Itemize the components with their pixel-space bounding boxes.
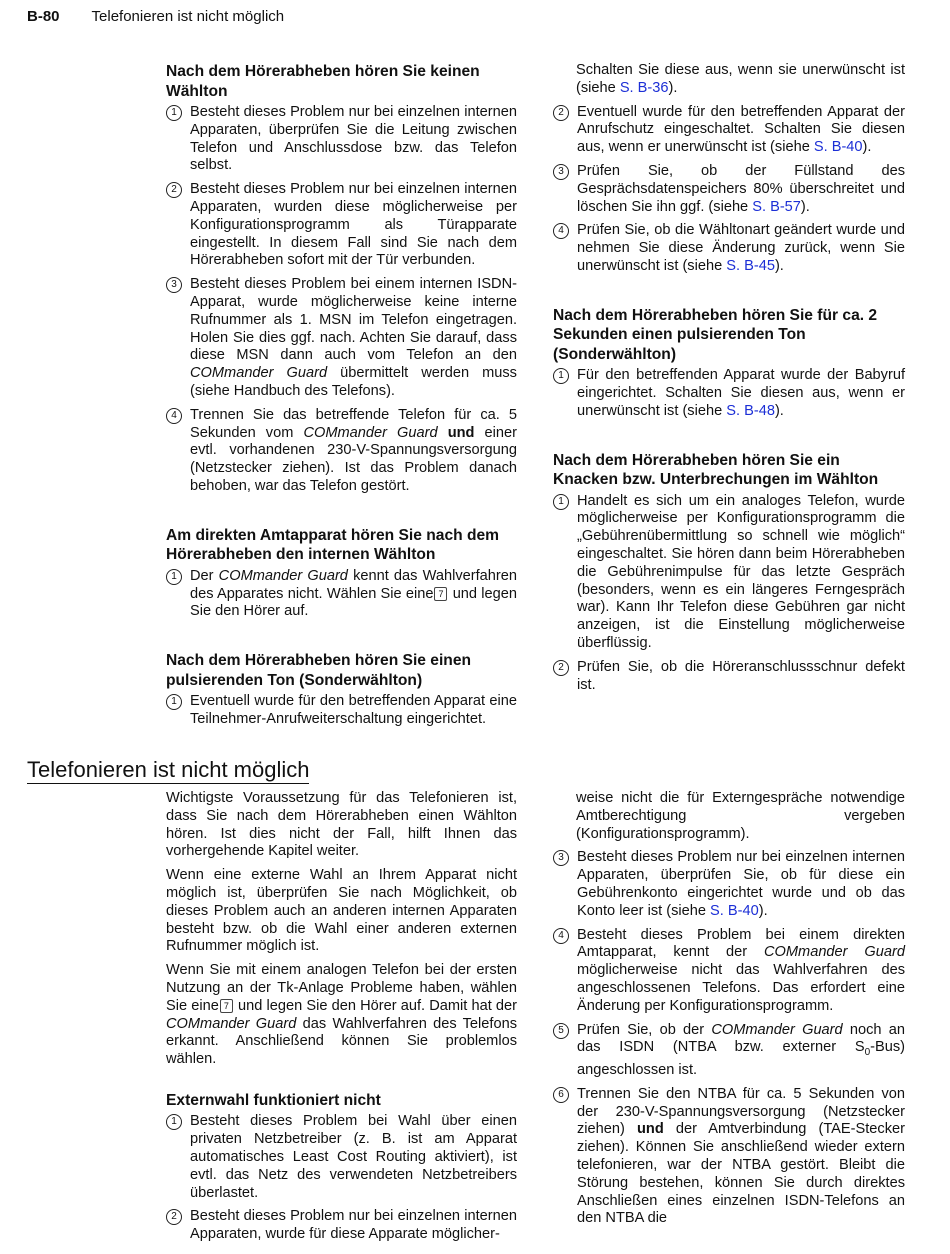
item-text: Trennen Sie den NTBA für ca. 5 Sekunden von der 230-V-Spannungsversorgung (Netzstecker ziehen) und der Amtverbindung (TAE-Stecker ziehen). Können Sie anschließend wieder extern telefonieren, war der NTBA gestört. Bleibt die Störung bestehen, können Sie durch direktes Anschließen eines einzelnen ISDN-Telefons an den NTBA die bbox=[577, 1085, 905, 1227]
list-item bbox=[166, 104, 517, 175]
lower-left-column bbox=[166, 790, 517, 1250]
list-item bbox=[553, 1086, 905, 1228]
item-text: Besteht dieses Problem nur bei einzelnen internen Apparaten, überprüfen Sie, ob für diese ein Gebührenkonto eingerichtet wurde und ob das Konto leer ist (siehe S. B-40). bbox=[577, 849, 905, 919]
step-number-badge: 5 bbox=[553, 1023, 569, 1039]
step-number-badge: 4 bbox=[553, 223, 569, 239]
step-number-badge: 3 bbox=[553, 850, 569, 866]
list-item bbox=[553, 104, 905, 157]
list-item bbox=[166, 407, 517, 496]
running-title: Telefonieren ist nicht möglich bbox=[91, 8, 285, 25]
step-number-badge: 2 bbox=[166, 182, 182, 198]
lower-right-column bbox=[553, 790, 905, 1234]
step-number-badge: 2 bbox=[553, 660, 569, 676]
list-item bbox=[553, 849, 905, 920]
step-number-badge: 2 bbox=[166, 1209, 182, 1225]
list-item bbox=[553, 163, 905, 216]
brand-name: COMmander Guard bbox=[166, 1015, 297, 1032]
page-link[interactable]: S. B-40 bbox=[813, 139, 863, 156]
heading-internal-dial-tone: Am direkten Amtapparat hören Sie nach dem Hörerabheben den internen Wählton bbox=[166, 526, 500, 564]
step-number-badge: 2 bbox=[553, 105, 569, 121]
item-text: Handelt es sich um ein analoges Telefon, wurde möglicherweise per Konfigurationsprogramm die „Gebührenübermittlung so schnell wie möglich“ eingeschaltet. Sie hören dann beim Hörerabheben die Gebührenimpulse für das letzte Gespräch (besonders, wenn es ein längeres Ferngespräch war). Kann Ihr Telefon diese Gebühren gar nicht anzeigen, ist die Einstellung möglicherweise überflüssig. bbox=[577, 492, 905, 652]
brand-name: COMmander Guard bbox=[190, 365, 328, 382]
list-item bbox=[166, 1113, 517, 1202]
page-header bbox=[27, 8, 284, 25]
page-number: B-80 bbox=[27, 8, 60, 25]
list-item bbox=[166, 1208, 517, 1244]
item-text: Besteht dieses Problem nur bei einzelnen internen Apparaten, wurden diese möglicherweise per Konfigurationsprogramm als Türapparate eingestellt. In diesem Fall sind Sie nach dem Hörerabheben sofort mit der Tür verbunden. bbox=[190, 181, 517, 269]
list-item bbox=[553, 659, 905, 695]
step-number-badge: 1 bbox=[166, 569, 182, 585]
section-title: Telefonieren ist nicht möglich bbox=[27, 757, 310, 782]
item-text: Der COMmander Guard kennt das Wahlverfahren des Apparates nicht. Wählen Sie eine 7 und legen Sie den Hörer auf. bbox=[190, 567, 517, 620]
step-number-badge: 1 bbox=[166, 105, 182, 121]
list-item bbox=[553, 1022, 905, 1080]
page-link[interactable]: S. B-36 bbox=[619, 79, 669, 96]
item-text: Prüfen Sie, ob der Füllstand des Gesprächsdatenspeichers 80% überschreitet und löschen Sie ihn ggf. (siehe S. B-57). bbox=[577, 162, 905, 215]
list-item bbox=[553, 927, 905, 1016]
step-number-badge: 6 bbox=[553, 1087, 569, 1103]
upper-right-column bbox=[553, 62, 905, 700]
heading-pulsing-2s: Nach dem Hörerabheben hören Sie für ca. 2 Sekunden einen pulsierenden Ton (Sonderwählton) bbox=[553, 306, 878, 363]
step-number-badge: 4 bbox=[166, 408, 182, 424]
item-text: Besteht dieses Problem nur bei einzelnen internen Apparaten, wurde für diese Apparate möglicher- bbox=[190, 1208, 517, 1243]
heading-no-dial-tone: Nach dem Hörerabheben hören Sie keinen Wählton bbox=[166, 63, 480, 100]
list-item bbox=[553, 222, 905, 275]
paragraph: Wichtigste Voraussetzung für das Telefonieren ist, dass Sie nach dem Hörerabheben einen Wählton hören. Ist dies nicht der Fall, hilft Ihnen das vorhergehende Kapitel weiter. bbox=[166, 790, 517, 860]
brand-name: COMmander Guard bbox=[764, 944, 905, 961]
page-link[interactable]: S. B-45 bbox=[726, 257, 775, 274]
continued-text: Schalten Sie diese aus, wenn sie unerwünscht ist (siehe S. B-36). bbox=[576, 62, 905, 96]
step-number-badge: 3 bbox=[166, 277, 182, 293]
list-item bbox=[166, 693, 517, 729]
step-number-badge: 1 bbox=[166, 1114, 182, 1130]
item-text: Trennen Sie das betreffende Telefon für ca. 5 Sekunden vom COMmander Guard und einer evtl. vorhandenen 230-V-Spannungsversorgung (Netzstecker ziehen). Ist das Problem danach behoben, war das Telefon gestört. bbox=[190, 406, 517, 494]
list-item bbox=[166, 276, 517, 401]
page-link[interactable]: S. B-57 bbox=[752, 198, 801, 215]
brand-name: COMmander Guard bbox=[218, 567, 348, 584]
item-text: Besteht dieses Problem bei Wahl über einen privaten Netzbetreiber (z. B. ist am Apparat automatisches Least Cost Routing aktiviert), ist evtl. das Netz des verwendeten Netzbetreibers überlastet. bbox=[190, 1113, 517, 1201]
key-7-icon: 7 bbox=[220, 999, 233, 1013]
item-text: Eventuell wurde für den betreffenden Apparat der Anrufschutz eingeschaltet. Schalten Sie diesen aus, wenn er unerwünscht ist (siehe S. B-40). bbox=[577, 103, 905, 156]
brand-name: COMmander Guard bbox=[711, 1021, 843, 1038]
step-number-badge: 1 bbox=[553, 368, 569, 384]
key-7-icon: 7 bbox=[434, 587, 447, 601]
paragraph: Wenn Sie mit einem analogen Telefon bei der ersten Nutzung an der Tk-Anlage Probleme haben, wählen Sie eine 7 und legen Sie den Hörer auf. Damit hat der COMmander Guard das Wahlverfahren des Telefons erkannt. Anschließend können Sie problemlos wählen. bbox=[166, 962, 517, 1068]
item-text: Prüfen Sie, ob der COMmander Guard noch an das ISDN (NTBA bzw. externer $S_0-Bus$) angeschlossen ist. bbox=[577, 1021, 905, 1079]
page-link[interactable]: S. B-48 bbox=[726, 402, 775, 419]
heading-special-dial-tone: Nach dem Hörerabheben hören Sie einen pulsierenden Ton (Sonderwählton) bbox=[166, 652, 472, 689]
item-text: Besteht dieses Problem bei einem internen ISDN-Apparat, wurde möglicherweise keine interne Rufnummer als 1. MSN im Telefon eingetragen. Holen Sie dies ggf. nach. Achten Sie darauf, dass diese MSN dann auch vom Telefon an den COMmander Guard übermittelt werden muss (siehe Handbuch des Telefons). bbox=[190, 276, 517, 399]
item-text: Eventuell wurde für den betreffenden Apparat eine Teilnehmer-Anrufweiterschaltung eingerichtet. bbox=[190, 693, 517, 727]
item-text: Besteht dieses Problem nur bei einzelnen internen Apparaten, überprüfen Sie die Leitung zwischen Telefon und Anschlussdose bzw. das Telefon selbst. bbox=[190, 104, 517, 174]
list-item bbox=[166, 568, 517, 621]
page-link[interactable]: S. B-40 bbox=[710, 902, 759, 919]
list-item bbox=[166, 181, 517, 270]
step-number-badge: 4 bbox=[553, 928, 569, 944]
item-text: Prüfen Sie, ob die Höreranschlussschnur defekt ist. bbox=[577, 658, 905, 693]
continued-text: weise nicht die für Externgespräche notwendige Amtberechtigung vergeben (Konfigurationsprogramm). bbox=[576, 790, 905, 842]
step-number-badge: 1 bbox=[166, 694, 182, 710]
paragraph: Wenn eine externe Wahl an Ihrem Apparat nicht möglich ist, überprüfen Sie nach Möglichkeit, ob dieses Problem auch an anderen internen Apparaten besteht bzw. ob die Wahl einer anderen externen Rufnummer möglich ist. bbox=[166, 867, 517, 955]
list-item bbox=[553, 493, 905, 653]
heading-external-dial: Externwahl funktioniert nicht bbox=[166, 1091, 381, 1109]
upper-left-column bbox=[166, 62, 517, 735]
heading-crackling: Nach dem Hörerabheben hören Sie ein Knacken bzw. Unterbrechungen im Wählton bbox=[553, 451, 879, 489]
brand-name: COMmander Guard bbox=[303, 424, 438, 441]
list-item bbox=[553, 367, 905, 420]
item-text: Für den betreffenden Apparat wurde der Babyruf eingerichtet. Schalten Sie diesen aus, wenn er unerwünscht ist (siehe S. B-48). bbox=[577, 367, 905, 419]
step-number-badge: 1 bbox=[553, 494, 569, 510]
step-number-badge: 3 bbox=[553, 164, 569, 180]
item-text: Prüfen Sie, ob die Wähltonart geändert wurde und nehmen Sie diese Änderung zurück, wenn Sie unerwünscht ist (siehe S. B-45). bbox=[577, 222, 905, 274]
item-text: Besteht dieses Problem bei einem direkten Amtapparat, kennt der COMmander Guard möglicherweise nicht das Wahlverfahren des angeschlossenen Telefons. Das erfordert eine Änderung per Konfigurationsprogramm. bbox=[577, 926, 905, 1014]
